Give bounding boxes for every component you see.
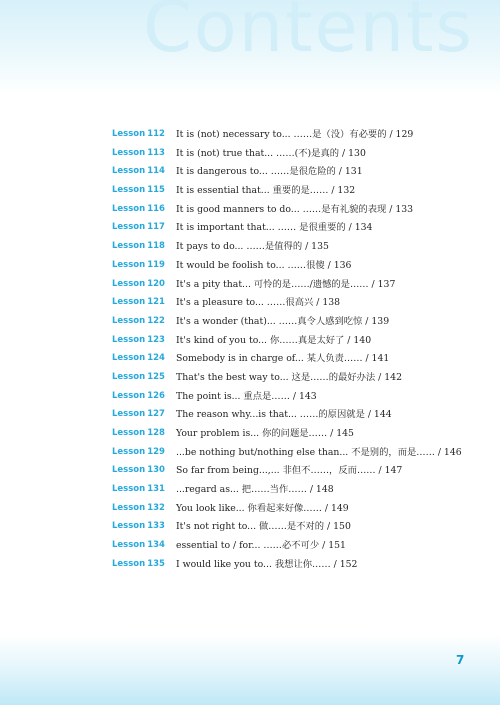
lesson-label: Lesson 119 [112, 259, 165, 270]
toc-entry[interactable] [112, 220, 472, 235]
toc-entry[interactable] [112, 164, 472, 179]
lesson-label: Lesson 128 [112, 428, 165, 438]
entry-text: Somebody is in charge of... 某人负责…… / 141 [176, 353, 390, 365]
entry-text: It is dangerous to... ……是很危险的 / 131 [176, 166, 363, 178]
lesson-label: Lesson 117 [112, 222, 165, 233]
toc-entry[interactable] [112, 351, 472, 366]
entry-text: ...regard as... 把……当作…… / 148 [176, 484, 334, 496]
toc-entry[interactable] [112, 482, 472, 497]
entry-text: It's a wonder (that)... ……真令人感到吃惊 / 139 [176, 315, 390, 327]
lesson-label: Lesson 121 [112, 297, 165, 308]
lesson-label: Lesson 126 [112, 390, 165, 401]
toc-entry[interactable] [112, 183, 472, 198]
entry-text: It is (not) necessary to... ……是（没）有必要的 / 129 [176, 129, 414, 140]
lesson-label: Lesson 116 [112, 203, 165, 214]
lesson-label: Lesson 129 [112, 446, 165, 457]
footer-band [0, 635, 500, 705]
entry-text: The reason why...is that... ……的原因就是 / 144 [176, 409, 392, 421]
entry-text: It is important that... …… 是很重要的 / 134 [176, 222, 373, 234]
entry-text: It is essential that... 重要的是…… / 132 [176, 185, 356, 197]
toc-entry[interactable] [112, 557, 472, 572]
toc-entry[interactable] [112, 538, 472, 553]
lesson-label: Lesson 132 [112, 502, 165, 513]
toc-entry[interactable] [112, 333, 472, 348]
lesson-label: Lesson 130 [112, 465, 165, 476]
entry-text: The point is... 重点是…… / 143 [176, 390, 317, 402]
entry-text: It's a pity that... 可怜的是……/遗憾的是…… / 137 [176, 278, 396, 290]
lesson-label: Lesson 134 [112, 540, 165, 551]
lesson-label: Lesson 123 [112, 334, 165, 345]
page-title: Contents [143, 0, 474, 68]
entry-text: Your problem is... 你的问题是…… / 145 [176, 428, 354, 439]
toc-entry[interactable] [112, 277, 472, 292]
entry-text: ...be nothing but/nothing else than... 不是别的，而是…… / 146 [176, 446, 462, 458]
entry-text: That's the best way to... 这是……的最好办法 / 142 [176, 371, 403, 383]
toc-entry[interactable] [112, 295, 472, 310]
toc-entry[interactable] [112, 314, 472, 329]
toc-entry[interactable] [112, 258, 472, 273]
lesson-label: Lesson 124 [112, 353, 165, 364]
entry-text: It is (not) true that... ……(不)是真的 / 130 [176, 147, 366, 159]
toc-entry[interactable] [112, 426, 472, 441]
entry-text: It pays to do... ……是值得的 / 135 [176, 241, 329, 253]
lesson-label: Lesson 125 [112, 371, 165, 382]
lesson-label: Lesson 133 [112, 521, 165, 532]
lesson-label: Lesson 118 [112, 241, 165, 252]
toc-entry[interactable] [112, 463, 472, 478]
lesson-label: Lesson 115 [112, 185, 165, 196]
lesson-label: Lesson 120 [112, 278, 165, 289]
entry-text: You look like... 你看起来好像…… / 149 [176, 502, 349, 514]
entry-text: It would be foolish to... ……很傻 / 136 [176, 259, 352, 271]
lesson-label: Lesson 114 [112, 166, 165, 177]
toc-entry[interactable] [112, 445, 472, 460]
toc-entry[interactable] [112, 202, 472, 217]
toc-entry[interactable] [112, 407, 472, 422]
entry-text: essential to / for... ……必不可少 / 151 [176, 540, 346, 552]
entry-text: It is good manners to do... ……是有礼貌的表现 / 133 [176, 203, 414, 215]
toc-entry[interactable] [112, 146, 472, 161]
entry-text: It's kind of you to... 你……真是太好了 / 140 [176, 334, 372, 346]
lesson-label: Lesson 127 [112, 409, 165, 420]
lesson-label: Lesson 112 [112, 129, 165, 139]
toc-entry[interactable] [112, 501, 472, 516]
toc-entry[interactable] [112, 127, 472, 142]
entry-text: So far from being...,... 非但不……，反而…… / 147 [176, 465, 403, 477]
table-of-contents [112, 127, 472, 576]
page-number: 7 [456, 653, 465, 667]
lesson-label: Lesson 135 [112, 558, 165, 569]
toc-entry[interactable] [112, 239, 472, 254]
lesson-label: Lesson 113 [112, 147, 165, 158]
toc-entry[interactable] [112, 389, 472, 404]
entry-text: It's not right to... 做……是不对的 / 150 [176, 521, 351, 533]
lesson-label: Lesson 131 [112, 484, 165, 495]
toc-entry[interactable] [112, 519, 472, 534]
toc-entry[interactable] [112, 370, 472, 385]
lesson-label: Lesson 122 [112, 315, 165, 326]
entry-text: I would like you to... 我想让你…… / 152 [176, 558, 358, 570]
entry-text: It's a pleasure to... ……很高兴 / 138 [176, 297, 341, 309]
